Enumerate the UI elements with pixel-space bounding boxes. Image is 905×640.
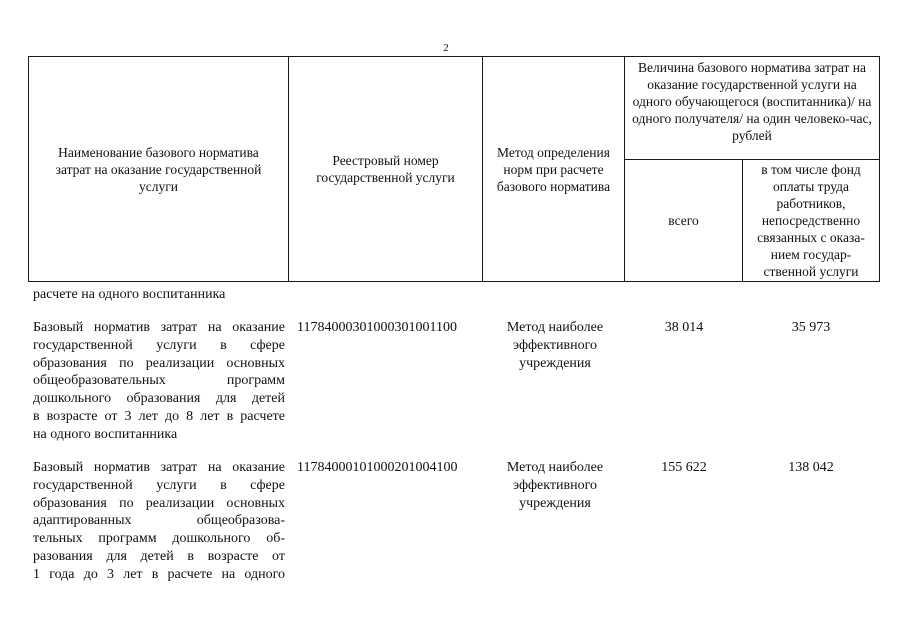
row-2-name-line: адаптированных общеобразова-: [33, 513, 285, 529]
row-2-total: 155 622: [661, 460, 707, 475]
row-1-name-line: в возрасте от 3 лет до 8 лет в расчете: [33, 408, 285, 424]
header-right-border: [879, 56, 880, 282]
continuation-text: расчете на одного воспитанника: [33, 287, 226, 302]
table-header: [0, 56, 905, 282]
row-2-name-line: тельных программ дошкольного об-: [33, 531, 285, 547]
row-1-payroll: 35 973: [791, 320, 831, 335]
row-1-registry-number: 11784000301000301001100: [297, 320, 457, 335]
row-1-method: Метод наиболее эффективного учреждения: [506, 320, 604, 371]
header-total: всего: [668, 213, 699, 228]
row-2-name-line: 1 года до 3 лет в расчете на одного: [33, 566, 285, 582]
page-number: 2: [443, 42, 449, 54]
row-2-method: Метод наиболее эффективного учреждения: [506, 460, 604, 511]
row-2-name-line: государственной услуги в сфере: [33, 477, 285, 493]
header-bottom-border: [28, 281, 880, 282]
row-2-name-line: образования по реализации основных: [33, 495, 285, 511]
header-payroll: в том числе фонд оплаты труда работников, непосредственно связанных с оказа-нием государ-ственной услуги: [757, 162, 865, 279]
row-1-name-line: образования по реализации основных: [33, 355, 285, 371]
row-1-total: 38 014: [664, 320, 704, 335]
row-1-name: [33, 319, 285, 444]
row-2-payroll: 138 042: [788, 460, 834, 475]
row-2-name: [33, 459, 285, 584]
row-1-name-line: Базовый норматив затрат на оказание: [33, 320, 285, 335]
row-1-name-line: общеобразовательных программ: [33, 373, 285, 389]
header-method: Метод определения норм при расчете базового норматива: [496, 144, 611, 194]
row-2-name-line: Базовый норматив затрат на оказание: [33, 460, 285, 475]
row-1-name-line: дошкольного образования для детей: [33, 391, 285, 407]
row-1-name-line: на одного воспитанника: [33, 426, 178, 442]
header-registry-number: Реестровый номер государственной услуги: [316, 153, 455, 185]
header-value-group: Величина базового норматива затрат на оказание государственной услуги на одного обучающегося (воспитанника)/ на одного получателя/ на один человеко-час, рублей: [632, 60, 872, 143]
row-2-registry-number: 11784000101000201004100: [297, 460, 458, 475]
row-1-name-line: государственной услуги в сфере: [33, 337, 285, 353]
row-2-name-line: разования для детей в возрасте от: [33, 548, 285, 564]
header-name: Наименование базового норматива затрат на оказание государственной услуги: [55, 144, 262, 194]
